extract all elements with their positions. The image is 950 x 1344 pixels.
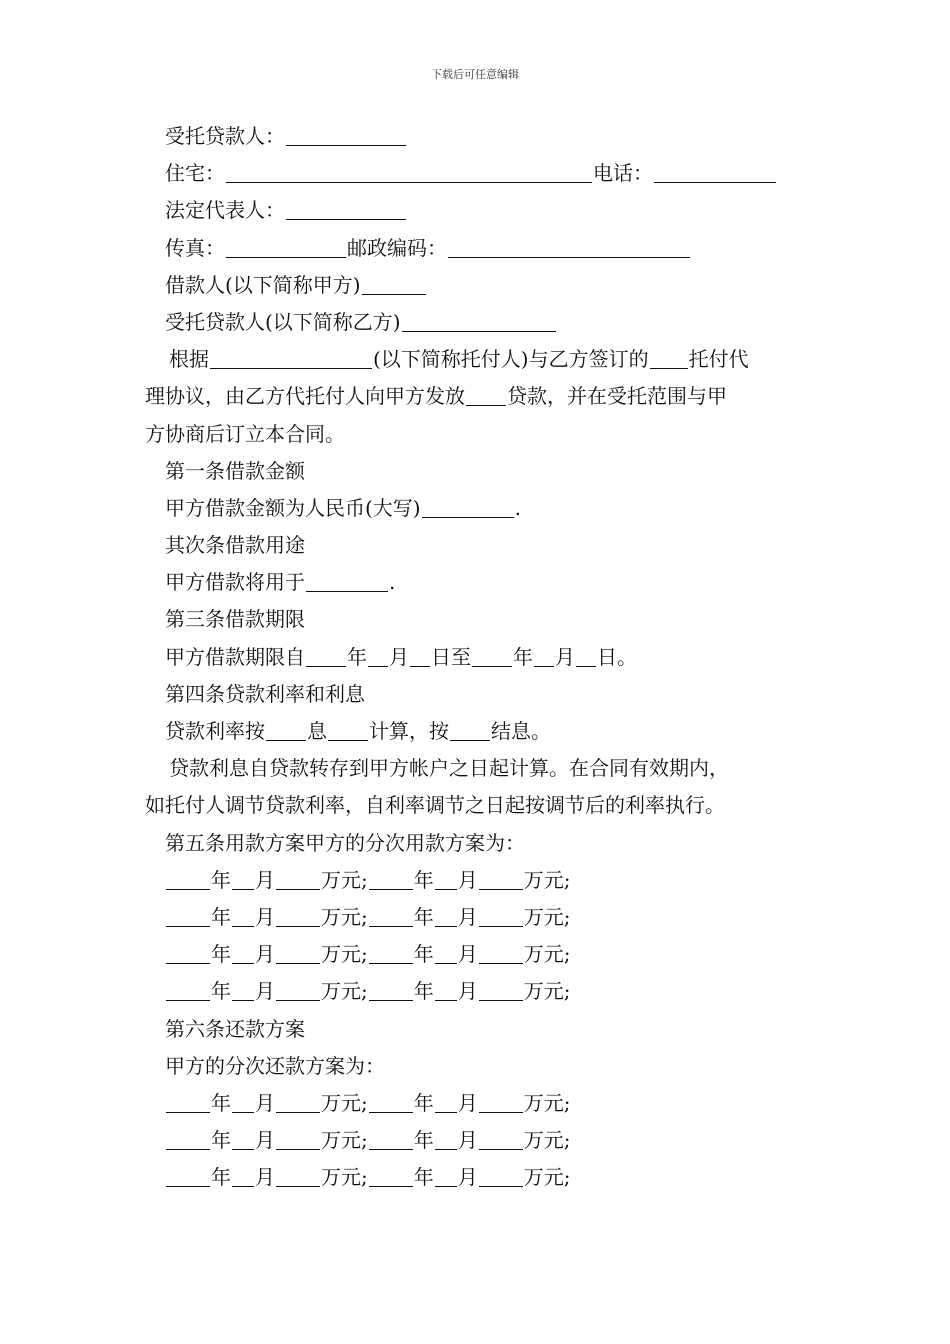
year-blank (166, 1111, 210, 1113)
amount-blank (479, 1185, 523, 1187)
residence-blank (226, 181, 592, 183)
month-blank (232, 888, 254, 890)
page-header: 下载后可任意编辑 (431, 68, 519, 81)
month-blank (435, 1185, 457, 1187)
residence-line (145, 155, 810, 192)
trustee-blank (286, 144, 406, 146)
phone-label: 电话： (593, 161, 653, 186)
fax-label: 传真： (165, 235, 225, 260)
amount-blank (276, 1111, 320, 1113)
preamble-text-e: 贷款，并在受托范围与甲 (507, 384, 727, 409)
trustee-label: 受托贷款人： (165, 124, 285, 148)
purpose-blank (306, 590, 388, 592)
preamble-text-b: (以下简称托付人)与乙方签订的 (373, 347, 649, 372)
amount-blank (276, 888, 320, 890)
year-blank (166, 999, 210, 1001)
borrower-blank (362, 293, 426, 295)
postcode-blank (448, 256, 690, 258)
month-blank (435, 1111, 457, 1113)
year-blank (369, 1148, 413, 1150)
year-blank (166, 962, 210, 964)
article-6-title: 第六条还款方案 (165, 1016, 305, 1041)
month-blank (435, 1148, 457, 1150)
amount-blank (479, 962, 523, 964)
month-blank (232, 999, 254, 1001)
month-blank (232, 1148, 254, 1150)
schedule-row: 年 月 万元; 年 月 万元; (145, 1085, 810, 1122)
residence-label: 住宅： (165, 161, 225, 186)
fax-line (145, 230, 810, 267)
month-blank (232, 962, 254, 964)
month-blank (232, 1111, 254, 1113)
loan-type-blank (466, 404, 506, 406)
preamble-text-f: 方协商后订立本合同。 (145, 421, 345, 446)
amount-blank (276, 962, 320, 964)
month-blank (435, 925, 457, 927)
month-blank (232, 1185, 254, 1187)
amount-blank (479, 1148, 523, 1150)
year-blank (369, 1111, 413, 1113)
article-2-title: 其次条借款用途 (165, 533, 305, 558)
borrower-label: 借款人(以下简称甲方) (165, 272, 361, 297)
agreement-blank (650, 367, 688, 369)
schedule-row: 年 月 万元; 年 月 万元; (145, 936, 810, 973)
contract-body (145, 118, 810, 1196)
year-blank (166, 1185, 210, 1187)
preamble-text-d: 理协议，由乙方代托付人向甲方发放 (145, 384, 465, 409)
month-blank (232, 925, 254, 927)
legal-rep-blank (286, 218, 406, 220)
schedule-row: 年 月 万元; 年 月 万元; (145, 1159, 810, 1196)
article-2-body: 甲方借款将用于 . (165, 570, 396, 595)
trustee-b-blank (402, 330, 556, 332)
month-blank (435, 999, 457, 1001)
preamble-paragraph (145, 341, 810, 453)
article-5-title: 第五条用款方案甲方的分次用款方案为： (165, 830, 525, 855)
article-3-title: 第三条借款期限 (165, 607, 305, 632)
trustee-b-label: 受托贷款人(以下简称乙方) (165, 309, 401, 334)
amount-blank (479, 999, 523, 1001)
legal-rep-label: 法定代表人： (165, 198, 285, 223)
article-4-rate: 贷款利率按 息 计算，按 结息。 (165, 719, 551, 743)
amount-blank (276, 999, 320, 1001)
schedule-row: 年 月 万元; 年 月 万元; (145, 973, 810, 1010)
amount-blank (276, 925, 320, 927)
year-blank (166, 1148, 210, 1150)
amount-blank (276, 1148, 320, 1150)
year-blank (166, 888, 210, 890)
trustee-b-line (145, 304, 810, 341)
amount-blank (479, 888, 523, 890)
postcode-label: 邮政编码： (347, 235, 447, 260)
year-blank (166, 925, 210, 927)
article-4-title: 第四条贷款利率和利息 (165, 681, 365, 706)
article-6-intro: 甲方的分次还款方案为： (165, 1053, 385, 1078)
year-blank (369, 925, 413, 927)
repayment-schedule (145, 1085, 810, 1197)
article-3-body: 甲方借款期限自 年 月 日至 年 月 日。 (165, 644, 637, 669)
year-blank (369, 962, 413, 964)
amount-blank (479, 1111, 523, 1113)
month-blank (435, 888, 457, 890)
schedule-row: 年 月 万元; 年 月 万元; (145, 1122, 810, 1159)
schedule-row: 年 月 万元; 年 月 万元; (145, 862, 810, 899)
preamble-text-c: 托付代 (688, 347, 749, 372)
preamble-text-a: 根据 (169, 347, 209, 372)
schedule-row: 年 月 万元; 年 月 万元; (145, 899, 810, 936)
trustee-line (145, 118, 810, 155)
legal-rep-line (145, 192, 810, 229)
year-blank (369, 999, 413, 1001)
article-1-body: 甲方借款金额为人民币(大写) . (165, 495, 521, 520)
fax-blank (226, 256, 346, 258)
amount-blank (422, 516, 514, 518)
borrower-line (145, 267, 810, 304)
article-1-title: 第一条借款金额 (165, 458, 305, 483)
principal-blank (210, 367, 372, 369)
article-4-paragraph: 贷款利息自贷款转存到甲方帐户之日起计算。在合同有效期内， 如托付人调节贷款利率，自利率调节之日起按调节后的利率执行。 (145, 756, 729, 818)
year-blank (369, 888, 413, 890)
amount-blank (276, 1185, 320, 1187)
amount-blank (479, 925, 523, 927)
year-blank (369, 1185, 413, 1187)
phone-blank (654, 181, 776, 183)
usage-schedule (145, 862, 810, 1011)
month-blank (435, 962, 457, 964)
